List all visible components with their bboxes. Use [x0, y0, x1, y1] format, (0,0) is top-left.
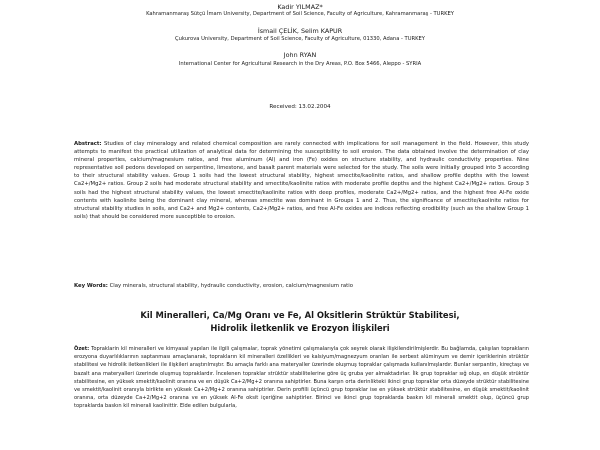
author-name-1: Kadir YILMAZ* — [277, 3, 323, 11]
affiliation-3: International Center for Agricultural Research in the Dry Areas, P.O. Box 5466, Aleppo - SYRIA — [178, 61, 422, 67]
keywords-text: Clay minerals, structural stability, hydraulic conductivity, erosion, calcium/magnesium ratio — [109, 283, 353, 289]
abstract-paragraph — [74, 140, 529, 221]
turkish-title-line-2: Hidrolik İletkenlik ve Erozyon İlişkileri — [210, 323, 390, 333]
author-name-3: John RYAN — [283, 51, 317, 59]
turkish-abstract-paragraph — [74, 345, 529, 411]
abstract-label: Abstract: — [74, 141, 102, 147]
received-date: Received: 13.02.2004 — [269, 104, 331, 110]
author-names-2: İsmail ÇELİK, Selim KAPUR — [257, 27, 343, 35]
turkish-abstract-label: Özet: — [74, 346, 90, 352]
keywords-label: Key Words: — [74, 283, 108, 289]
affiliation-1: Kahramanmaraş Sütçü İmam University, Department of Soil Science, Faculty of Agriculture, Kahramanmaraş - TURKEY — [146, 11, 454, 17]
keywords-line — [74, 282, 529, 290]
turkish-abstract-text: Topraklarin kil mineralleri ve kimyasal yapıları ile ilgili çalışmalar, toprak yönetimi çalışmalarıyla çok seyrek olarak ilişkilendirilmişlerdir. Bu bağlamda, çalışılan toprakların erozyona duyarlılıklarının saptanması amaçlanarak, toprakların kil mineralleri özellikleri ve kalsiyum/magnezyum oranları ile serbest alüminyum ve demir içeriklerinin strüktür stabilitesi ve hidrolik iletkenlikleri ile ilişkileri araştırılmıştır. Bu amaçla farklı ana materyaller üzerinde oluşmuş topraklar çalışmada kullanılmışlardır. Bunlar serpantin, kireçtaşı ve bazalt ana materyalleri üzerinde oluşmuş topraklardır. İncelenen topraklar strüktür stabilitelerine göre üç gruba yer almaktadırlar. İlk grup topraklar sığ olup, en düşük strüktür stabilitesine, en yüksek smektit/kaolinit oranına ve en düşük Ca+2/Mg+2 oranına sahiptirler. Buna karşın orta derinlikteki ikinci grup topraklar orta düzeyde strüktür stabilitesine ve smektit/kaolinit oranıyla birlikte en yüksek Ca+2/Mg+2 oranına sahiptirler. Derin profilli üçüncü grup topraklar ise en yüksek strüktür stabilitesine, en düşük smektit/kaolinit oranına, orta düzeyde Ca+2/Mg+2 oranına ve en yüksek Al-Fe oksit içeriğine sahiptirler. Birinci ve ikinci grup topraklarda baskın kil minerali smektit olup, üçüncü grup topraklarda baskın kil minerali kaolinittir. Elde edilen bulgularla, — [74, 346, 529, 410]
turkish-title-line-1: Kil Mineralleri, Ca/Mg Oranı ve Fe, Al Oksitlerin Strüktür Stabilitesi, — [140, 310, 460, 320]
affiliation-2: Çukurova University, Department of Soil Science, Faculty of Agriculture, 01330, Adana - TURKEY — [175, 36, 425, 42]
abstract-text: Studies of clay mineralogy and related chemical composition are rarely connected with implications for soil management in the field. However, this study attempts to manifest the practical utilization of analytical data for determining the susceptibility to soil erosion. The data obtained involve the determination of clay mineral properties, calcium/magnesium ratios, and free aluminum (Al) and iron (Fe) oxides on structure stability, and hydraulic conductivity properties. Nine representative soil pedons developed on serpentine, limestone, and basalt parent materials were selected for the study. The soils were initially grouped into 3 according to their structural stability values. Group 1 soils had the lowest structural stability, highest smectite/kaolinite ratios, and shallow profile depths with the lowest Ca2+/Mg2+ ratios. Group 2 soils had moderate structural stability and smectite/kaolinite ratios with moderate profile depths and the highest Ca2+/Mg2+ ratios. Group 3 soils had the highest structural stability values, the lowest smectite/kaolinite ratios with deep profiles, moderate Ca2+/Mg2+ ratios, and the highest free Al-Fe oxide contents with kaolinite being the dominant clay mineral, whereas smectite was dominant in Groups 1 and 2. Thus, the significance of smectite/kaolinite ratios for structural stability studies in soils, and Ca2+ and Mg2+ contents, Ca2+/Mg2+ ratios, and free Al-Fe oxides are indices reflecting erodibility (such as the shallow Group 1 soils) that should be considered more susceptible to erosion. — [74, 141, 529, 220]
